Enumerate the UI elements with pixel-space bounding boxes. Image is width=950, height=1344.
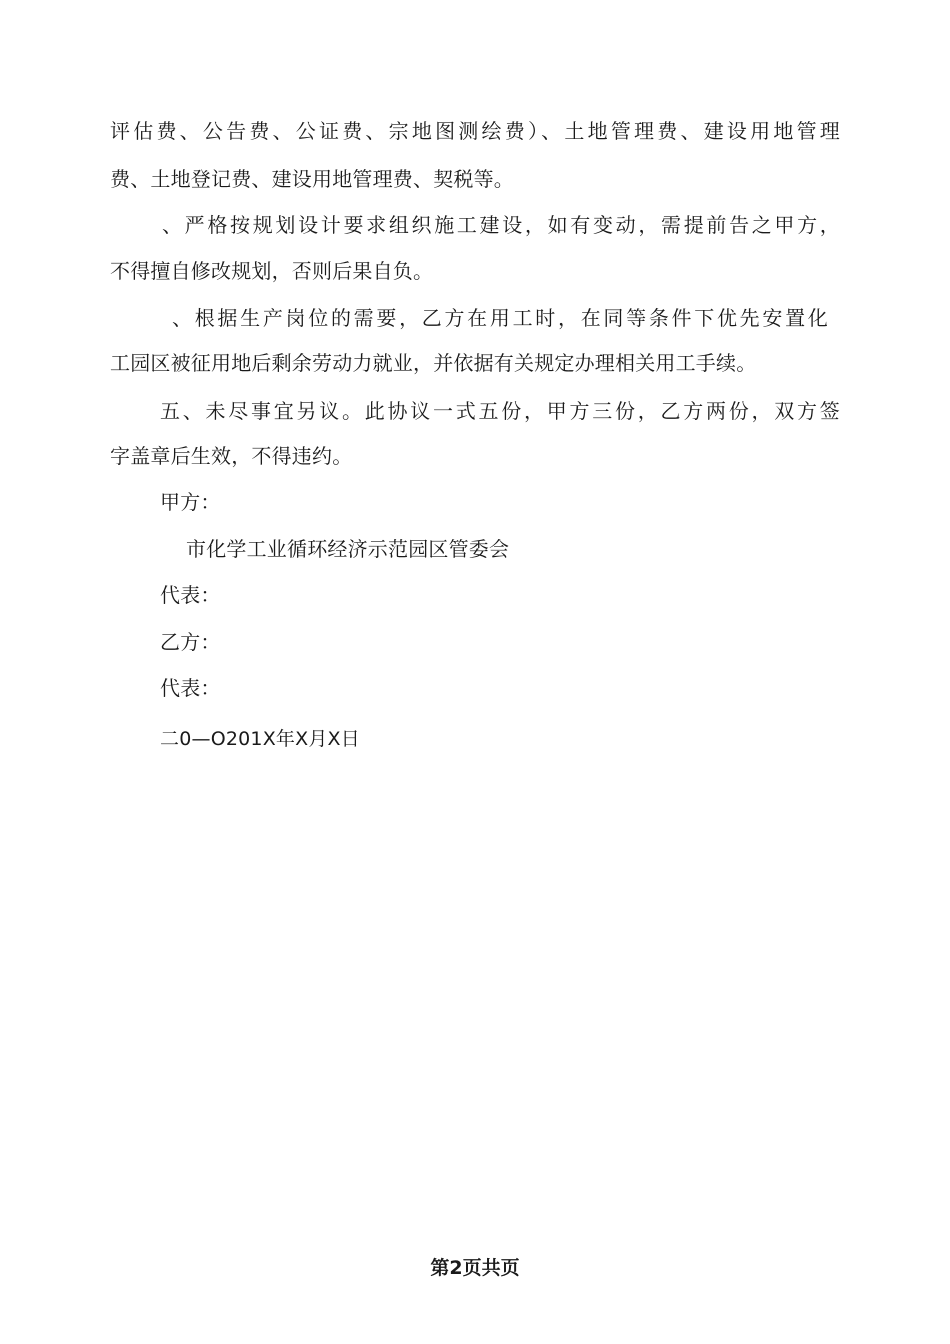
page-number-footer: 第2页共页	[430, 1257, 520, 1279]
party-a-label: 甲方：	[160, 490, 221, 514]
signing-date: 二0—O201X年X月X日	[160, 728, 360, 750]
party-a-organization: 市化学工业循环经济示范园区管委会	[186, 537, 510, 561]
paragraph-line-terms-2: 字盖章后生效，不得违约。	[110, 444, 353, 468]
paragraph-line-planning-1: 、严格按规划设计要求组织施工建设，如有变动，需提前告之甲方，	[162, 213, 840, 237]
paragraph-line-planning-2: 不得擅自修改规划，否则后果自负。	[110, 259, 434, 283]
paragraph-line-labor-2: 工园区被征用地后剩余劳动力就业，并依据有关规定办理相关用工手续。	[110, 351, 757, 375]
paragraph-line-fees-1: 评估费、公告费、公证费、宗地图测绘费）、土地管理费、建设用地管理	[110, 119, 840, 143]
party-b-representative: 代表：	[160, 676, 221, 700]
party-a-representative: 代表：	[160, 583, 221, 607]
paragraph-line-fees-2: 费、土地登记费、建设用地管理费、契税等。	[110, 167, 514, 191]
paragraph-line-labor-1: 、根据生产岗位的需要，乙方在用工时，在同等条件下优先安置化	[172, 306, 828, 330]
party-b-label: 乙方：	[160, 630, 221, 654]
paragraph-line-terms-1: 五、未尽事宜另议。此协议一式五份，甲方三份，乙方两份，双方签	[160, 399, 840, 423]
